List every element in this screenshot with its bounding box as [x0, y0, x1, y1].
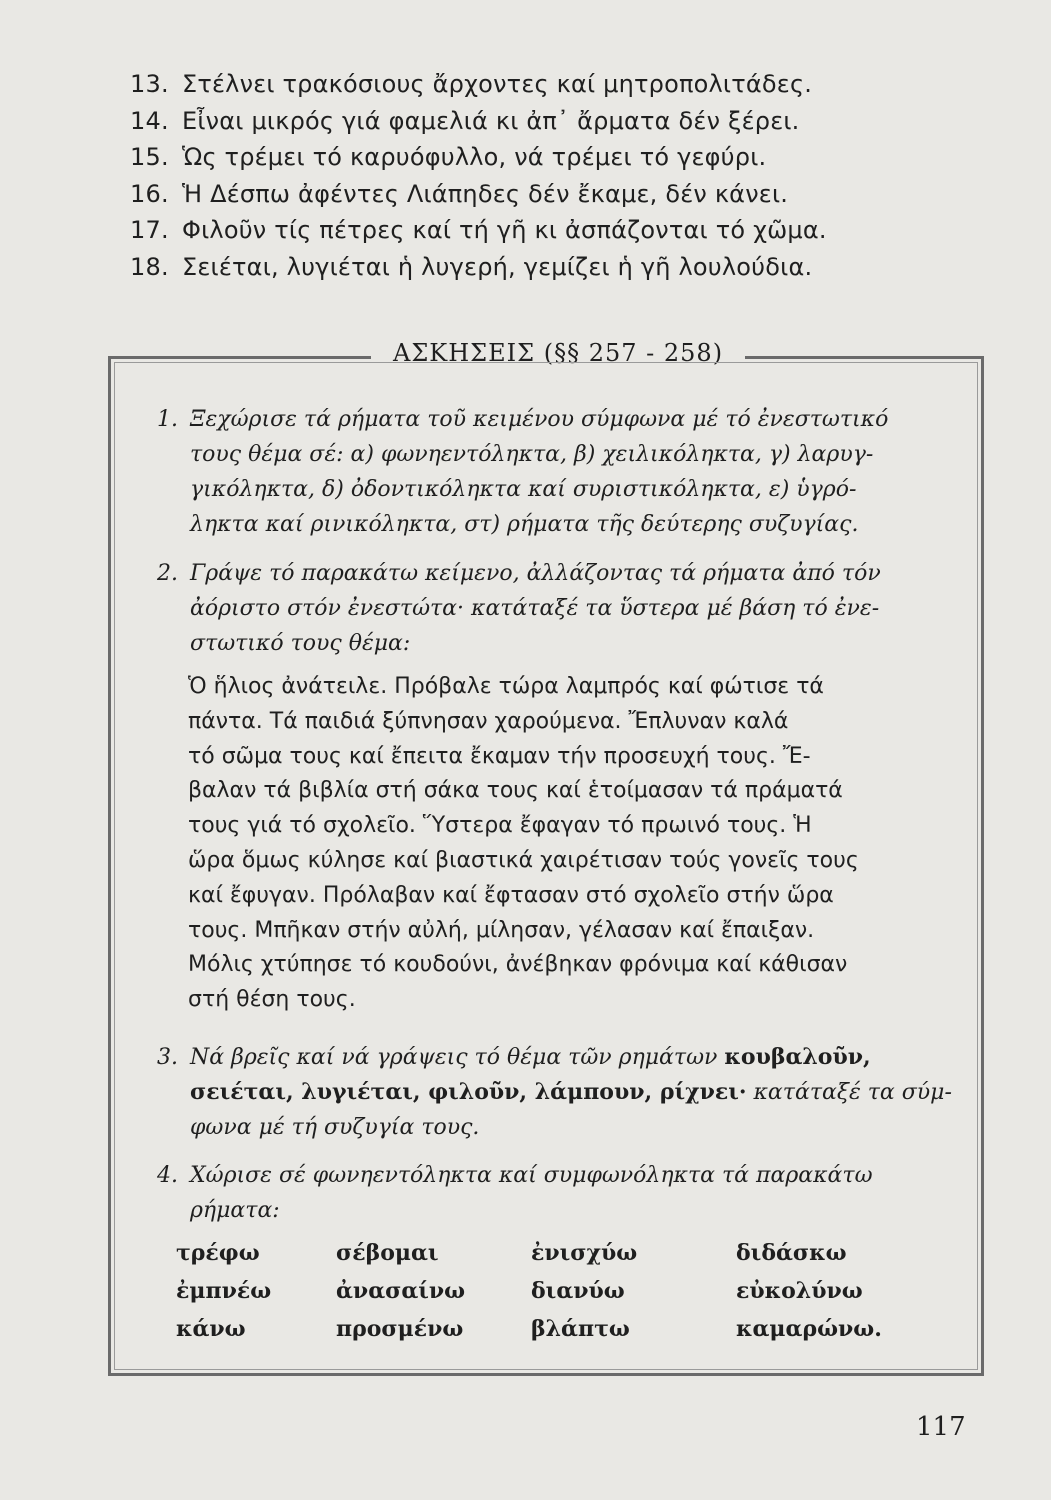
- exercise-line: ἀόριστο στόν ἐνεστώτα· κατάταξέ τα ὕστερα μέ βάση τό ἐνε-: [190, 596, 880, 621]
- passage-line: βαλαν τά βιβλία στή σάκα τους καί ἑτοίμασαν τά πράματά: [188, 778, 843, 804]
- exercise-2-passage: [188, 670, 958, 1018]
- verb-cell: ἐνισχύω: [531, 1240, 638, 1266]
- verb-cell: σέβομαι: [336, 1240, 439, 1266]
- exercise-line: σειέται, λυγιέται, φιλοῦν, λάμπουν, ρίχνει· κατάταξέ τα σύμ-: [190, 1079, 952, 1105]
- verb-cell: ἐμπνέω: [176, 1278, 272, 1304]
- passage-line: τους. Μπῆκαν στήν αὐλή, μίλησαν, γέλασαν καί ἔπαιξαν.: [188, 917, 815, 943]
- verb-cell: εὐκολύνω: [736, 1278, 863, 1304]
- passage-line: τους γιά τό σχολεῖο. Ὕστερα ἔφαγαν τό πρωινό τους. Ἡ: [188, 813, 812, 839]
- verb-row: [176, 1234, 956, 1272]
- passage-line: Μόλις χτύπησε τό κουδούνι, ἀνέβηκαν φρόνιμα καί κάθισαν: [188, 952, 848, 978]
- exercise-2: [157, 556, 960, 661]
- exercise-line: Ξεχώρισε τά ρήματα τοῦ κειμένου σύμφωνα μέ τό ἐνεστωτικό: [190, 407, 889, 432]
- exercise-number: 4.: [157, 1163, 178, 1188]
- exercise-number: 3.: [157, 1045, 178, 1070]
- exercise-number: 1.: [157, 407, 178, 432]
- sentence-list: [130, 66, 950, 285]
- exercises-title: ΑΣΚΗΣΕΙΣ (§§ 257 - 258): [371, 339, 745, 367]
- sentence-line: 18. Σειέται, λυγιέται ἡ λυγερή, γεμίζει ἡ γῆ λουλούδια.: [130, 252, 813, 281]
- exercise-line: στωτικό τους θέμα:: [190, 631, 411, 656]
- verb-cell: διανύω: [531, 1278, 625, 1304]
- verb-cell: καμαρώνω.: [736, 1316, 882, 1342]
- verb-cell: κάνω: [176, 1316, 246, 1342]
- exercise-line: ρήματα:: [190, 1198, 280, 1223]
- verb-cell: ἀνασαίνω: [336, 1278, 466, 1304]
- verb-table: [176, 1234, 956, 1348]
- exercise-line: Χώρισε σέ φωνηεντόληκτα καί συμφωνόληκτα τά παρακάτω: [190, 1163, 873, 1188]
- passage-line: Ὁ ἥλιος ἀνάτειλε. Πρόβαλε τώρα λαμπρός καί φώτισε τά: [188, 674, 824, 699]
- exercise-number: 2.: [157, 561, 178, 586]
- verb-list-bold: σειέται, λυγιέται, φιλοῦν, λάμπουν, ρίχνει·: [190, 1079, 747, 1105]
- passage-line: καί ἔφυγαν. Πρόλαβαν καί ἔφτασαν στό σχολεῖο στήν ὥρα: [188, 882, 834, 908]
- verb-list-bold: κουβαλοῦν,: [724, 1044, 871, 1070]
- sentence-line: 13. Στέλνει τρακόσιους ἄρχοντες καί μητροπολιτάδες.: [130, 70, 813, 98]
- exercise-line: Νά βρεῖς καί νά γράψεις τό θέμα τῶν ρημάτων κουβαλοῦν,: [190, 1044, 871, 1070]
- sentence-line: 14. Εἶναι μικρός γιά φαμελιά κι ἀπ᾿ ἄρματα δέν ξέρει.: [130, 106, 800, 135]
- sentence-line: 17. Φιλοῦν τίς πέτρες καί τή γῆ κι ἀσπάζονται τό χῶμα.: [130, 216, 827, 244]
- passage-line: στή θέση τους.: [188, 987, 356, 1013]
- exercise-line: τους θέμα σέ: α) φωνηεντόληκτα, β) χειλικόληκτα, γ) λαρυγ-: [190, 442, 874, 467]
- verb-cell: διδάσκω: [736, 1240, 847, 1266]
- verb-row: [176, 1310, 956, 1348]
- exercise-4: [157, 1158, 960, 1228]
- sentence-line: 15. Ὡς τρέμει τό καρυόφυλλο, νά τρέμει τό γεφύρι.: [130, 143, 767, 171]
- exercise-line: φωνα μέ τή συζυγία τους.: [190, 1115, 480, 1140]
- verb-cell: βλάπτω: [531, 1316, 630, 1342]
- passage-line: ὥρα ὅμως κύλησε καί βιαστικά χαιρέτισαν τούς γονεῖς τους: [188, 847, 859, 873]
- sentence-line: 16. Ἡ Δέσπω ἀφέντες Λιάπηδες δέν ἔκαμε, δέν κάνει.: [130, 179, 789, 208]
- passage-line: πάντα. Τά παιδιά ξύπνησαν χαρούμενα. Ἔπλυναν καλά: [188, 708, 789, 734]
- passage-line: τό σῶμα τους καί ἔπειτα ἔκαμαν τήν προσευχή τους. Ἔ-: [188, 743, 811, 769]
- exercise-line: γικόληκτα, δ) ὀδοντικόληκτα καί συριστικόληκτα, ε) ὑγρό-: [190, 477, 857, 502]
- exercise-3: [157, 1040, 960, 1145]
- verb-cell: προσμένω: [336, 1316, 464, 1342]
- page-number: 117: [916, 1412, 966, 1442]
- verb-row: [176, 1272, 956, 1310]
- verb-cell: τρέφω: [176, 1240, 260, 1266]
- exercise-line: ληκτα καί ρινικόληκτα, στ) ρήματα τῆς δεύτερης συζυγίας.: [190, 512, 859, 537]
- exercise-1: [157, 402, 960, 542]
- exercise-line: Γράψε τό παρακάτω κείμενο, ἀλλάζοντας τά ρήματα ἀπό τόν: [190, 561, 881, 586]
